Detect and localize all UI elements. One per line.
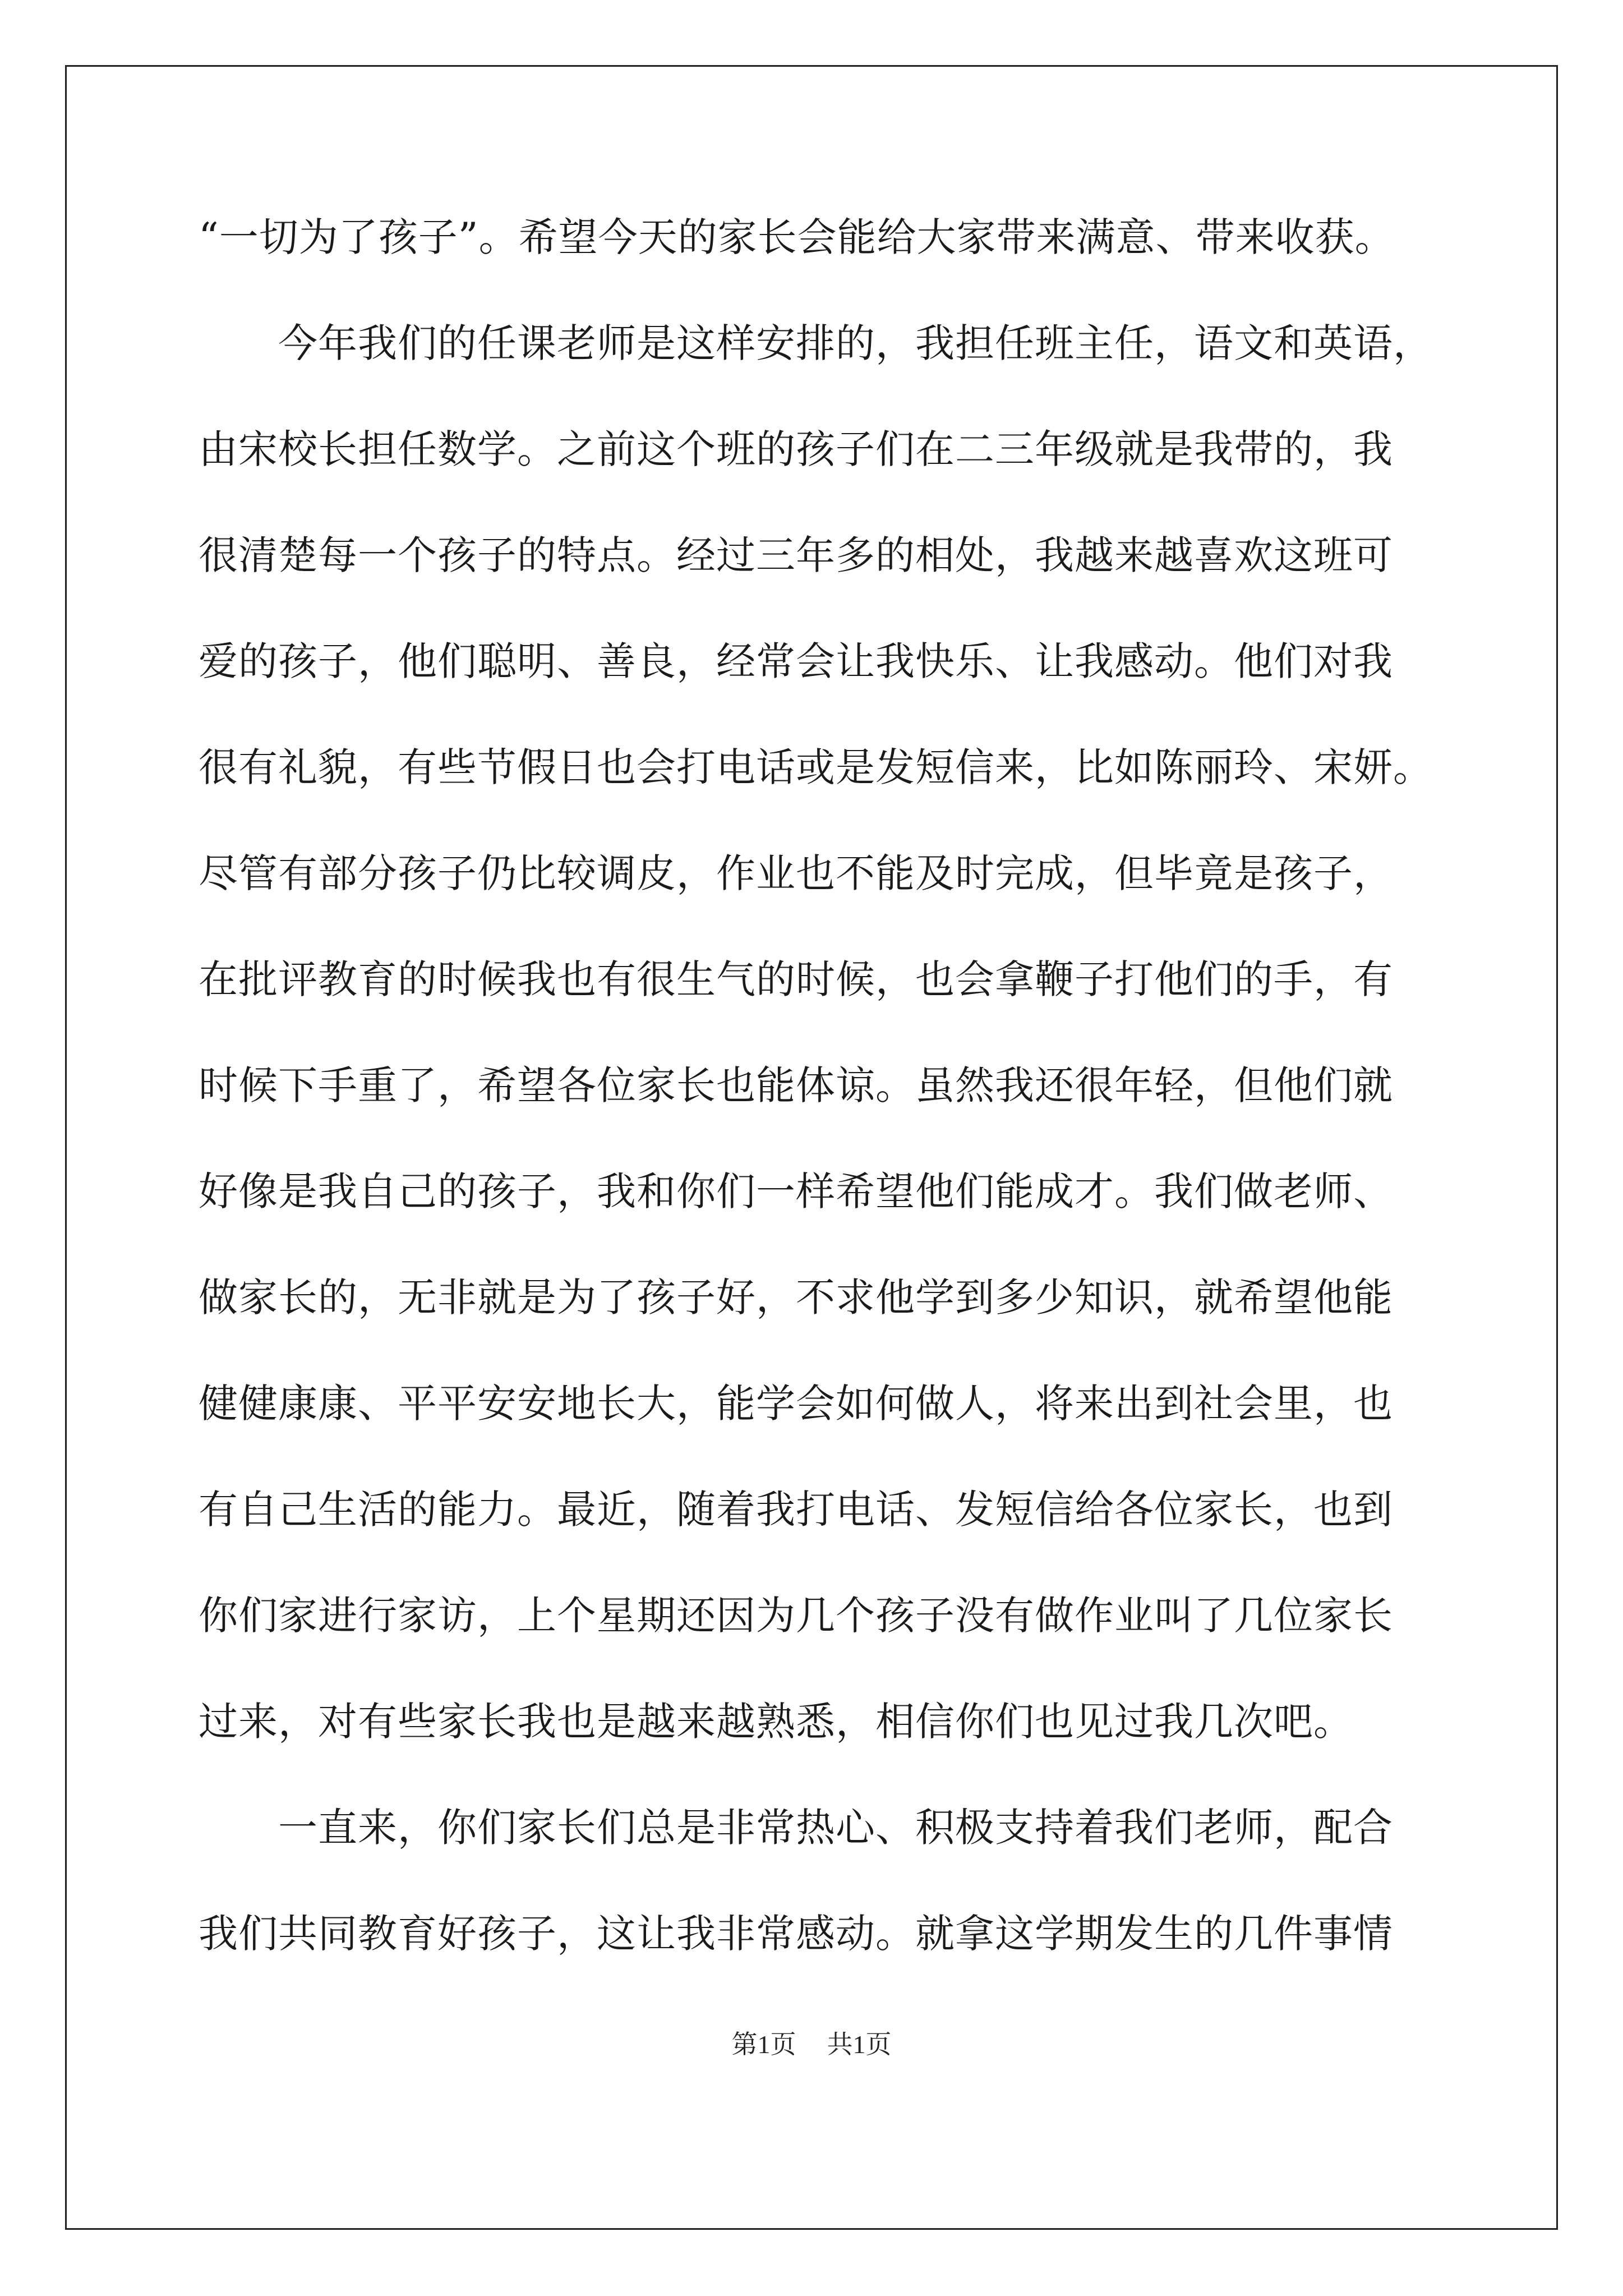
- text-line: 尽管有部分孩子仍比较调皮，作业也不能及时完成，但毕竟是孩子，: [199, 850, 1393, 896]
- text-line: 爱的孩子，他们聪明、善良，经常会让我快乐、让我感动。他们对我: [199, 638, 1393, 684]
- text-line: 好像是我自己的孩子，我和你们一样希望他们能成才。我们做老师、: [199, 1168, 1393, 1214]
- text-line: 由宋校长担任数学。之前这个班的孩子们在二三年级就是我带的，我: [199, 426, 1393, 472]
- text-line: “一切为了孩子”。希望今天的家长会能给大家带来满意、带来收获。: [199, 214, 1395, 260]
- text-line: 在批评教育的时候我也有很生气的时候，也会拿鞭子打他们的手，有: [199, 956, 1393, 1002]
- text-line: 时候下手重了，希望各位家长也能体谅。虽然我还很年轻，但他们就: [199, 1062, 1393, 1108]
- text-line: 你们家进行家访，上个星期还因为几个孩子没有做作业叫了几位家长: [199, 1593, 1393, 1639]
- page-number-current: 第1页: [731, 2030, 796, 2059]
- text-line: 健健康康、平平安安地长大，能学会如何做人，将来出到社会里，也: [199, 1381, 1393, 1427]
- text-line: 很清楚每一个孩子的特点。经过三年多的相处，我越来越喜欢这班可: [199, 532, 1393, 578]
- document-body: [199, 214, 1433, 2020]
- text-line: 过来，对有些家长我也是越来越熟悉，相信你们也见过我几次吧。: [199, 1699, 1353, 1745]
- text-line: 我们共同教育好孩子，这让我非常感动。就拿这学期发生的几件事情: [199, 1911, 1393, 1957]
- page-footer: [0, 2031, 1623, 2059]
- text-line: 一直来，你们家长们总是非常热心、积极支持着我们老师，配合: [199, 1805, 1393, 1851]
- text-line: 今年我们的任课老师是这样安排的，我担任班主任，语文和英语，: [199, 320, 1433, 366]
- text-line: 有自己生活的能力。最近，随着我打电话、发短信给各位家长，也到: [199, 1487, 1393, 1533]
- page-number-total: 共1页: [827, 2030, 892, 2059]
- text-line: 做家长的，无非就是为了孩子好，不求他学到多少知识，就希望他能: [199, 1274, 1393, 1320]
- text-line: 很有礼貌，有些节假日也会打电话或是发短信来，比如陈丽玲、宋妍。: [199, 744, 1433, 790]
